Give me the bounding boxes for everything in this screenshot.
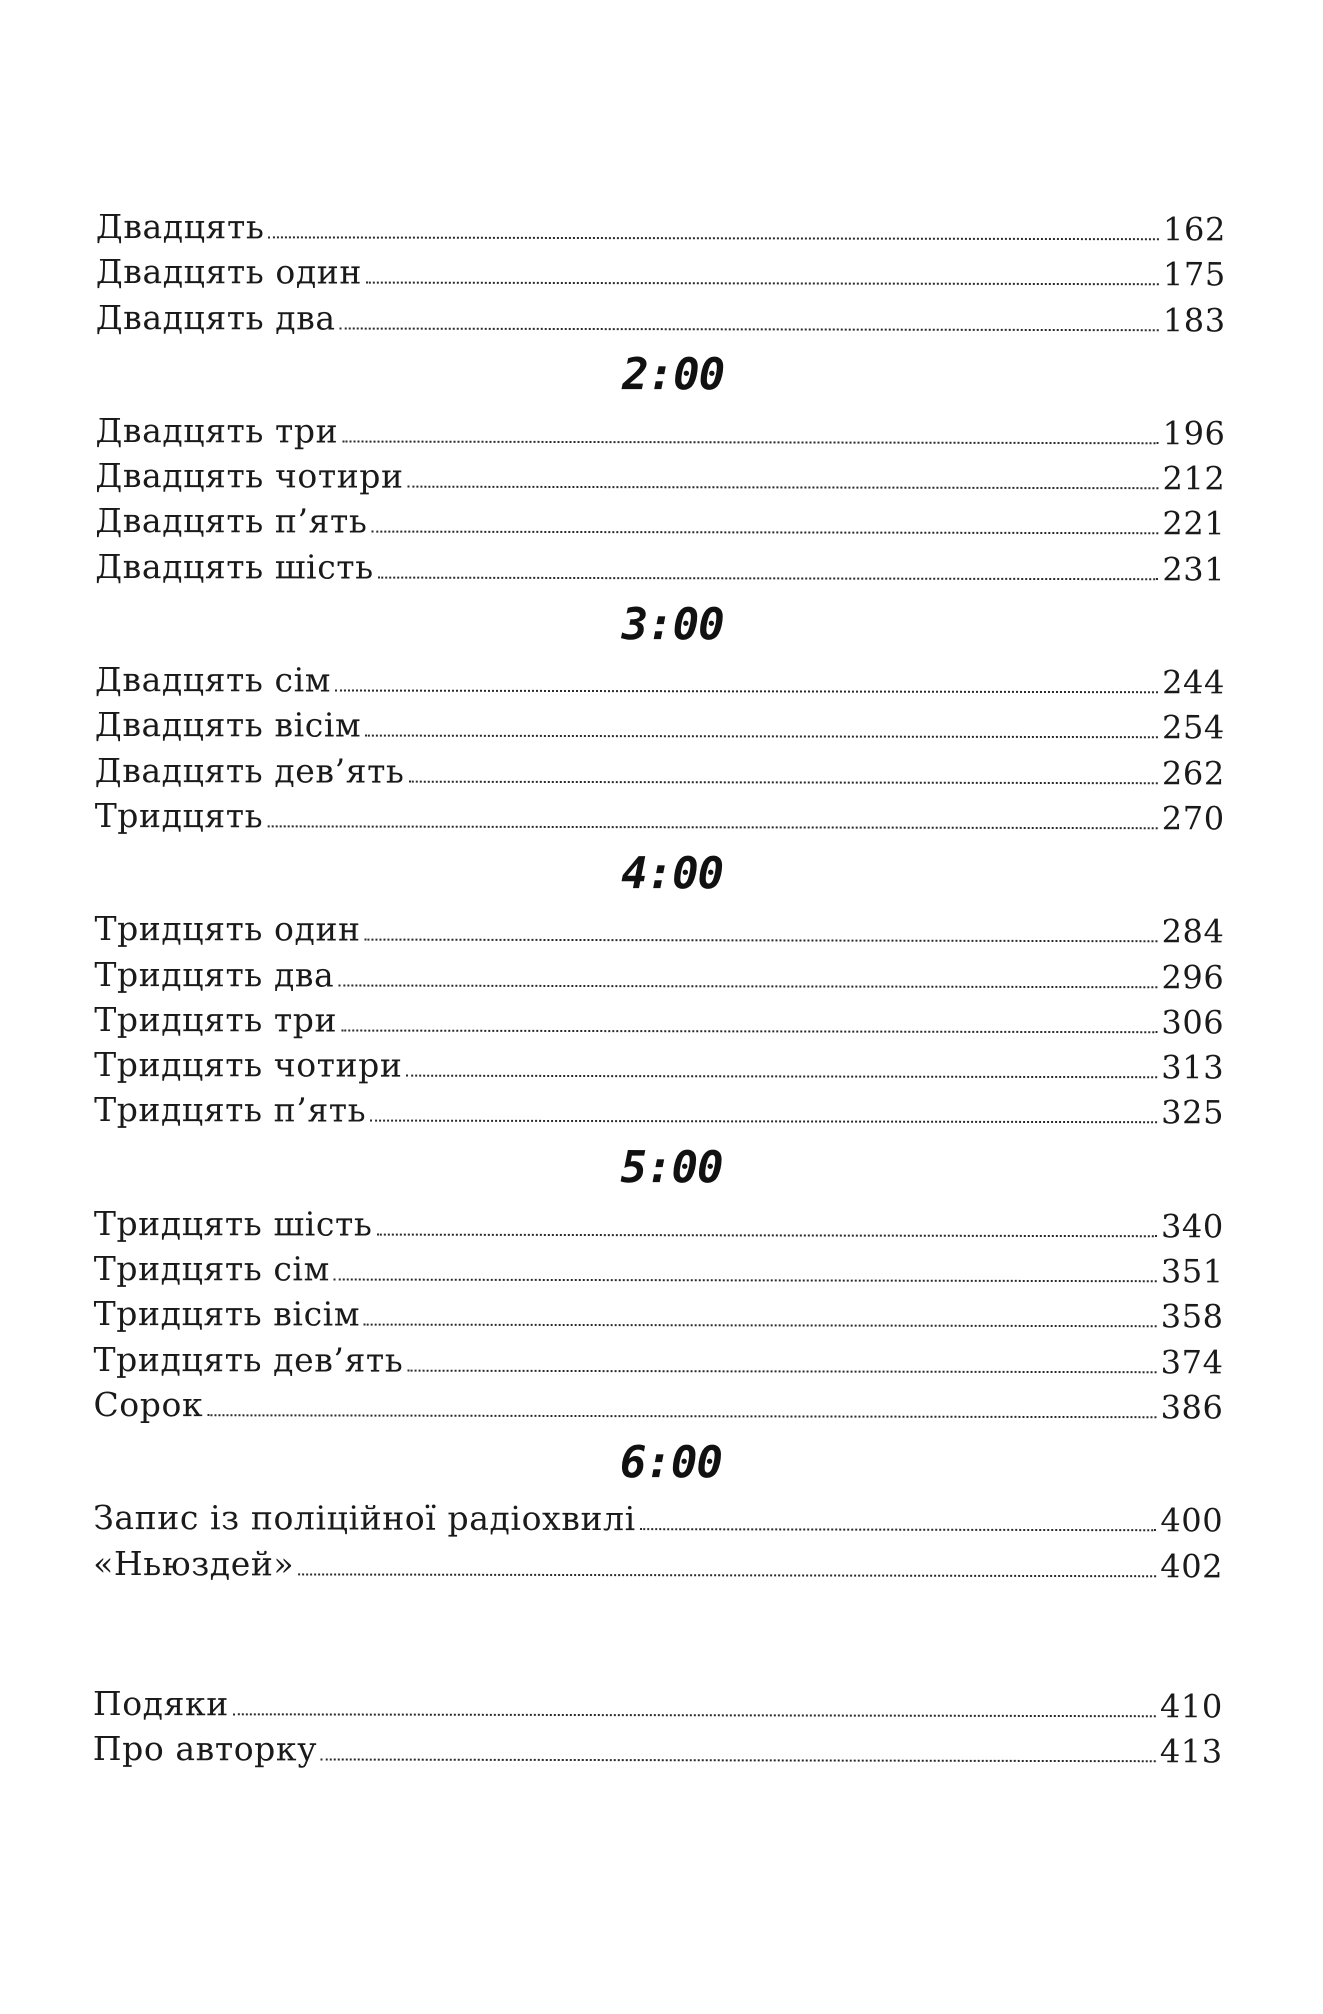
dot-leader xyxy=(640,1528,1157,1531)
dot-leader xyxy=(338,984,1157,988)
dot-leader xyxy=(365,735,1158,739)
entry-title: Двадцять сім xyxy=(94,660,332,700)
hour-heading xyxy=(93,1427,1223,1497)
entry-title: «Ньюздей» xyxy=(93,1543,295,1583)
toc-entry[interactable] xyxy=(94,1201,1224,1249)
toc-entry[interactable] xyxy=(94,1337,1224,1385)
entry-page-number: 221 xyxy=(1162,504,1226,543)
dot-leader xyxy=(334,1279,1157,1283)
entry-page-number: 270 xyxy=(1161,799,1225,838)
entry-title: Двадцять вісім xyxy=(94,705,362,745)
toc-entry[interactable] xyxy=(95,453,1225,501)
entry-page-number: 175 xyxy=(1162,255,1226,294)
dot-leader xyxy=(341,1029,1157,1033)
dot-leader xyxy=(366,282,1159,286)
entry-page-number: 254 xyxy=(1161,708,1225,747)
dot-leader xyxy=(321,1759,1156,1763)
dot-leader xyxy=(267,825,1158,829)
entry-title: Двадцять дев’ять xyxy=(94,750,405,791)
dot-leader xyxy=(207,1414,1156,1418)
dot-leader xyxy=(408,486,1159,490)
entry-page-number: 306 xyxy=(1161,1003,1225,1042)
hour-label: 3:00 xyxy=(621,598,724,650)
toc-entry[interactable] xyxy=(94,952,1224,1000)
entry-page-number: 183 xyxy=(1162,300,1226,339)
toc-entry[interactable] xyxy=(95,544,1225,592)
toc-entry[interactable] xyxy=(94,1087,1224,1135)
table-of-contents xyxy=(93,204,1226,1774)
entry-page-number: 244 xyxy=(1162,663,1226,702)
entry-page-number: 296 xyxy=(1161,957,1225,996)
section-gap xyxy=(93,1586,1223,1683)
entry-page-number: 410 xyxy=(1159,1687,1223,1726)
toc-entry[interactable] xyxy=(93,1382,1223,1430)
hour-label: 6:00 xyxy=(619,1436,722,1489)
entry-title: Тридцять три xyxy=(94,999,338,1040)
hour-heading xyxy=(95,838,1225,908)
entry-title: Двадцять один xyxy=(95,252,363,292)
entry-title: Тридцять п’ять xyxy=(94,1090,367,1131)
entry-page-number: 374 xyxy=(1160,1342,1224,1382)
entry-page-number: 413 xyxy=(1159,1732,1223,1771)
entry-page-number: 325 xyxy=(1161,1093,1225,1132)
dot-leader xyxy=(233,1713,1156,1717)
dot-leader xyxy=(298,1573,1156,1577)
dot-leader xyxy=(364,1324,1157,1328)
entry-title: Про авторку xyxy=(92,1729,318,1769)
entry-title: Подяки xyxy=(92,1683,229,1724)
dot-leader xyxy=(365,939,1158,943)
dot-leader xyxy=(407,1369,1156,1373)
hour-label: 5:00 xyxy=(620,1142,723,1194)
dot-leader xyxy=(335,690,1158,694)
entry-title: Двадцять шість xyxy=(95,546,374,587)
toc-entry[interactable] xyxy=(94,1246,1224,1294)
toc-entry[interactable] xyxy=(96,249,1226,297)
toc-entry[interactable] xyxy=(96,204,1226,252)
entry-title: Сорок xyxy=(93,1384,204,1425)
toc-entry[interactable] xyxy=(95,702,1225,750)
toc-entry[interactable] xyxy=(96,295,1226,343)
entry-page-number: 400 xyxy=(1160,1501,1224,1540)
entry-title: Двадцять чотири xyxy=(95,456,404,496)
dot-leader xyxy=(371,531,1158,535)
entry-page-number: 231 xyxy=(1162,550,1226,589)
entry-page-number: 212 xyxy=(1162,459,1226,498)
hour-heading xyxy=(96,340,1226,410)
toc-entry[interactable] xyxy=(94,906,1224,954)
toc-entry[interactable] xyxy=(93,1541,1223,1589)
dot-leader xyxy=(340,327,1159,331)
toc-entry[interactable] xyxy=(95,748,1225,796)
entry-title: Тридцять сім xyxy=(93,1249,330,1289)
entry-page-number: 402 xyxy=(1160,1546,1224,1585)
entry-page-number: 196 xyxy=(1162,414,1226,453)
dot-leader xyxy=(342,440,1158,444)
entry-page-number: 386 xyxy=(1160,1388,1224,1427)
toc-entry[interactable] xyxy=(95,657,1225,705)
entry-page-number: 358 xyxy=(1160,1297,1224,1336)
entry-title: Запис із поліційної радіохвилі xyxy=(93,1498,636,1539)
hour-label: 4:00 xyxy=(621,847,724,900)
entry-title: Тридцять шість xyxy=(93,1203,373,1244)
entry-title: Тридцять чотири xyxy=(94,1045,403,1085)
entry-title: Двадцять три xyxy=(95,410,339,451)
hour-label: 2:00 xyxy=(622,349,725,401)
toc-entry[interactable] xyxy=(95,408,1225,456)
hour-heading xyxy=(94,1133,1224,1203)
dot-leader xyxy=(409,780,1158,784)
toc-entry[interactable] xyxy=(94,997,1224,1045)
entry-page-number: 313 xyxy=(1161,1048,1225,1087)
toc-entry[interactable] xyxy=(94,1042,1224,1090)
entry-title: Тридцять xyxy=(94,795,264,836)
entry-page-number: 351 xyxy=(1160,1252,1224,1291)
entry-title: Двадцять два xyxy=(95,297,336,338)
hour-heading xyxy=(95,589,1225,659)
entry-title: Двадцять п’ять xyxy=(95,501,368,542)
entry-page-number: 284 xyxy=(1161,912,1225,951)
entry-title: Двадцять xyxy=(95,207,265,247)
entry-title: Тридцять дев’ять xyxy=(93,1339,404,1380)
entry-page-number: 262 xyxy=(1161,753,1225,793)
dot-leader xyxy=(268,236,1159,240)
toc-entry[interactable] xyxy=(93,1495,1223,1543)
toc-entry[interactable] xyxy=(95,498,1225,546)
entry-page-number: 162 xyxy=(1163,210,1226,249)
toc-entry[interactable] xyxy=(93,1681,1223,1729)
dot-leader xyxy=(370,1120,1157,1124)
toc-entry[interactable] xyxy=(93,1726,1223,1774)
dot-leader xyxy=(378,576,1159,580)
entry-title: Тридцять вісім xyxy=(93,1294,361,1334)
toc-entry[interactable] xyxy=(94,1291,1224,1339)
entry-title: Тридцять один xyxy=(94,909,361,949)
toc-entry[interactable] xyxy=(95,793,1225,841)
dot-leader xyxy=(406,1075,1157,1079)
dot-leader xyxy=(376,1233,1157,1237)
entry-title: Тридцять два xyxy=(94,954,335,995)
entry-page-number: 340 xyxy=(1160,1206,1224,1246)
